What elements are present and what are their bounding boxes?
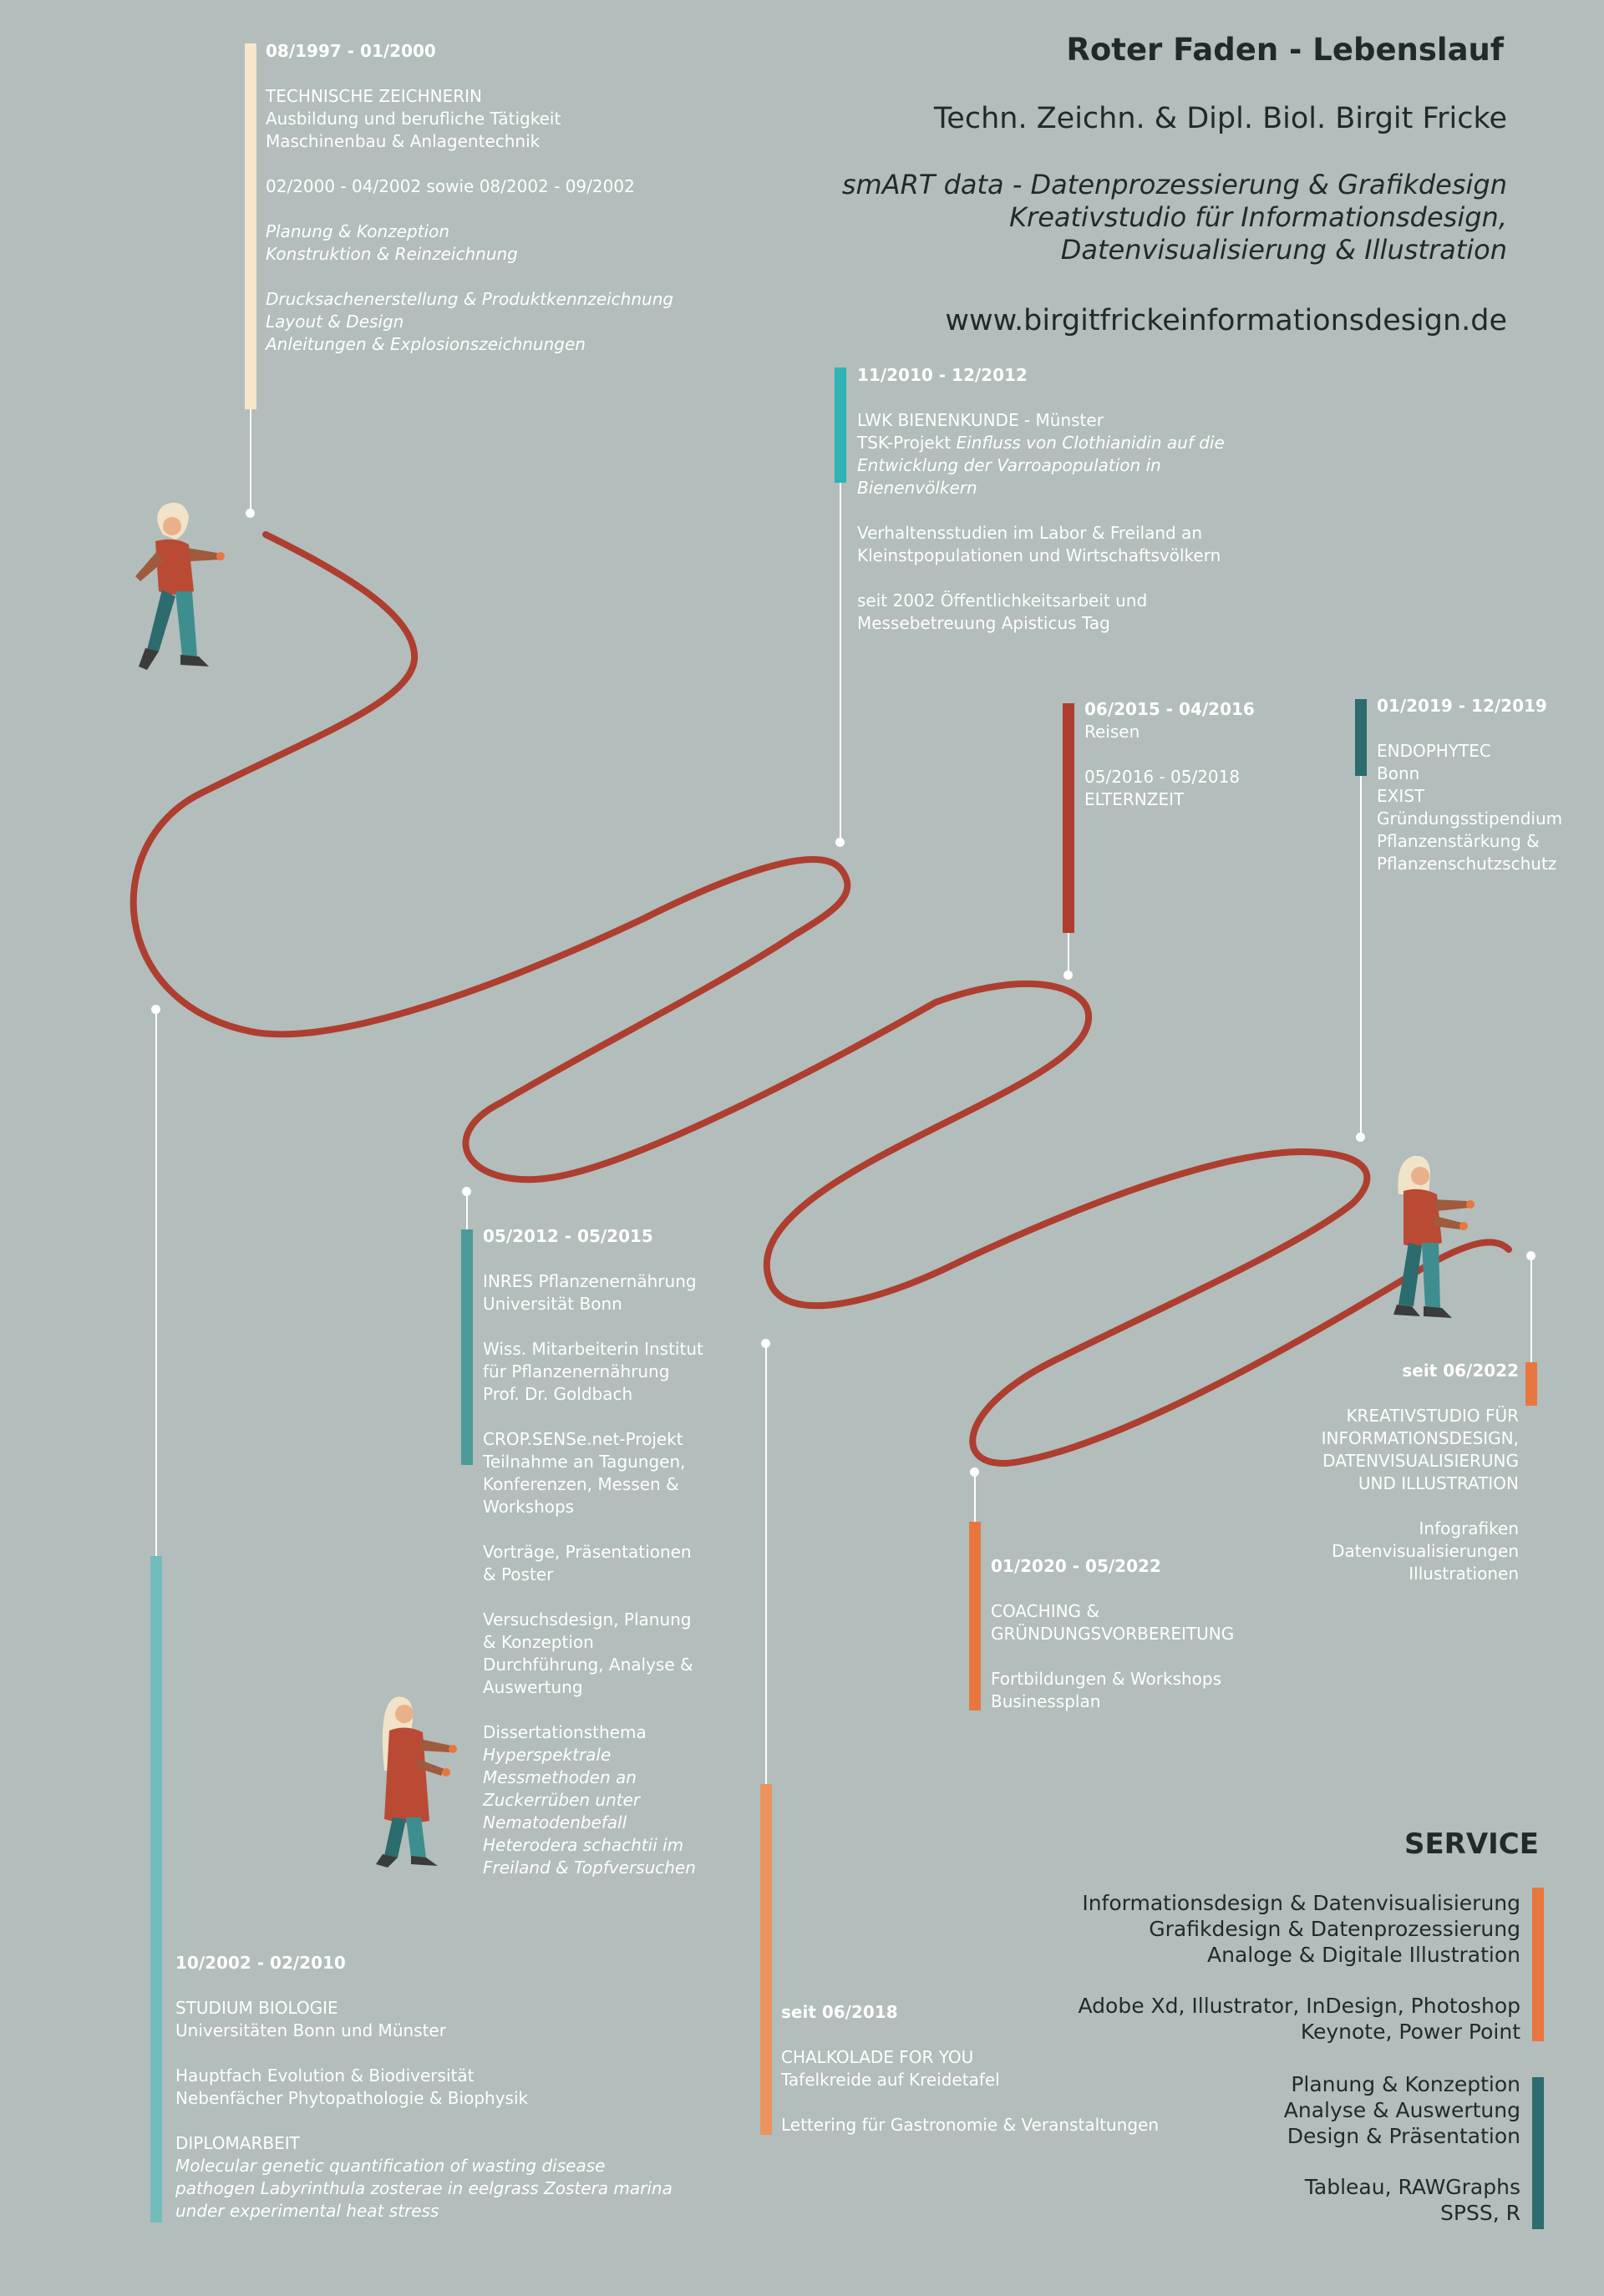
text-line: Analoge & Digitale Illustration [1207, 1943, 1520, 1967]
text-line: Ausbildung und berufliche Tätigkeit [266, 109, 561, 129]
text-line [857, 432, 1225, 454]
text-line: Adobe Xd, Illustrator, InDesign, Photoshop [1078, 1994, 1520, 2018]
text-line: STUDIUM BIOLOGIE [175, 1998, 338, 2018]
leader-coaching [974, 1472, 976, 1522]
text-line: Messmethoden an [483, 1767, 637, 1787]
spacer [175, 2042, 673, 2065]
date-label: 06/2015 - 04/2016 [1084, 699, 1255, 719]
text-line: GRÜNDUNGSVORBEREITUNG [991, 1624, 1235, 1644]
text-line: Auswertung [483, 1677, 583, 1697]
text-line: Messebetreuung Apisticus Tag [857, 613, 1110, 633]
spacer [483, 1518, 703, 1541]
spacer [781, 2091, 1159, 2114]
bar-coaching [969, 1522, 981, 1711]
spacer [857, 567, 1225, 590]
spacer [266, 198, 673, 220]
bar-inres [461, 1229, 473, 1465]
text-line: Planung & Konzeption [1291, 2072, 1520, 2096]
text-line: DATENVISUALISIERUNG [1322, 1451, 1519, 1471]
cv-website[interactable]: www.birgitfrickeinformationsdesign.de [945, 304, 1507, 337]
spacer [1377, 717, 1562, 740]
spacer [483, 1315, 703, 1338]
person-walking-3 [359, 1679, 476, 1871]
text-line: LWK BIENENKUNDE - Münster [857, 410, 1104, 430]
cv-name: Techn. Zeichn. & Dipl. Biol. Birgit Fricke [933, 102, 1507, 135]
text-line: & Poster [483, 1564, 554, 1584]
text-line: ELTERNZEIT [1084, 789, 1185, 809]
spacer [857, 387, 1225, 409]
spacer [483, 1406, 703, 1428]
spacer [175, 2110, 673, 2132]
text-line: CHALKOLADE FOR YOU [781, 2047, 974, 2067]
spacer [483, 1699, 703, 1721]
text-line: Teilnahme an Tagungen, [483, 1452, 686, 1472]
date-label: 10/2002 - 02/2010 [175, 1953, 346, 1973]
text-line: Layout & Design [266, 312, 404, 332]
spacer [483, 1248, 703, 1270]
date-label: 05/2012 - 05/2015 [483, 1226, 653, 1246]
text-line: TECHNISCHE ZEICHNERIN [266, 86, 483, 106]
text-line: Konstruktion & Reinzeichnung [266, 244, 518, 264]
text-line: UND ILLUSTRATION [1358, 1473, 1519, 1493]
text-line: CROP.SENSe.net-Projekt [483, 1429, 683, 1449]
bar-kreativstudio [1525, 1362, 1537, 1406]
text-line: Lettering für Gastronomie & Veranstaltungen [781, 2115, 1160, 2135]
text-line: für Pflanzenernährung [483, 1361, 670, 1381]
leader-lwk [840, 483, 841, 842]
leader-inres [466, 1191, 468, 1229]
text-line: & Konzeption [483, 1632, 594, 1652]
text-line: Maschinenbau & Anlagentechnik [266, 131, 541, 151]
text-line: Zuckerrüben unter [483, 1790, 641, 1810]
station-technische [266, 40, 673, 356]
text-line: KREATIVSTUDIO FÜR [1346, 1406, 1519, 1426]
text-line: Versuchsdesign, Planung [483, 1609, 692, 1630]
service-group-2 [1284, 2071, 1520, 2226]
text-line: INRES Pflanzenernährung [483, 1271, 697, 1291]
text-line: Hyperspektrale [483, 1745, 612, 1765]
text-line: SPSS, R [1440, 2201, 1520, 2225]
red-thread [134, 535, 1509, 1463]
text-line: Planung & Konzeption [266, 221, 450, 241]
dot-reisen [1063, 971, 1073, 980]
spacer [266, 153, 673, 175]
text-line: Hauptfach Evolution & Biodiversität [175, 2065, 475, 2086]
text-line: 05/2016 - 05/2018 [1084, 767, 1241, 787]
text-line: DIPLOMARBEIT [175, 2133, 300, 2153]
tagline-line-1: smART data - Datenprozessierung & Grafikdesign [841, 169, 1507, 200]
spacer [1284, 2149, 1520, 2174]
spacer [483, 1586, 703, 1609]
date-label: 01/2019 - 12/2019 [1377, 696, 1547, 716]
bar-reisen [1063, 703, 1074, 933]
text-line: seit 2002 Öffentlichkeitsarbeit und [857, 590, 1148, 611]
text-line: Design & Präsentation [1287, 2124, 1520, 2148]
text-line: Grafikdesign & Datenprozessierung [1149, 1917, 1520, 1941]
station-lwk [857, 364, 1225, 635]
text-line: Heterodera schachtii im [483, 1835, 684, 1855]
bar-chalkolade [760, 1784, 772, 2135]
text-line: Verhaltensstudien im Labor & Freiland an [857, 523, 1202, 543]
date-label: 08/1997 - 01/2000 [266, 41, 436, 61]
spacer [991, 1578, 1234, 1600]
text-line: Workshops [483, 1497, 575, 1517]
cv-title: Roter Faden - Lebenslauf [1066, 32, 1504, 68]
person-walking-2 [1370, 1144, 1487, 1336]
text-line: Nematodenbefall [483, 1812, 627, 1832]
spacer [1322, 1495, 1519, 1518]
text-line: Kleinstpopulationen und Wirtschaftsvölkern [857, 545, 1221, 565]
text-line: Infografiken [1419, 1518, 1519, 1538]
text-line: Gründungsstipendium [1377, 808, 1563, 829]
text-line: Vorträge, Präsentationen [483, 1542, 692, 1562]
leader-chalkolade [765, 1343, 767, 1784]
leader-reisen [1068, 933, 1069, 975]
dot-endophytec [1356, 1133, 1365, 1142]
text-line: Freiland & Topfversuchen [483, 1858, 696, 1878]
station-studium [175, 1952, 673, 2223]
text-line: Universitäten Bonn und Münster [175, 2020, 446, 2040]
date-label: seit 06/2022 [1402, 1361, 1519, 1381]
text-line: Universität Bonn [483, 1294, 622, 1314]
text-line: Tableau, RAWGraphs [1304, 2175, 1520, 2199]
text-line: Businessplan [991, 1691, 1101, 1711]
date-label: 11/2010 - 12/2012 [857, 365, 1028, 385]
tagline-line-3: Datenvisualisierung & Illustration [1060, 234, 1507, 266]
date-label: 01/2020 - 05/2022 [991, 1556, 1161, 1576]
text-line: EXIST [1377, 786, 1425, 806]
text-line: Bonn [1377, 763, 1420, 783]
text-italic: Einfluss von Clothianidin auf die [956, 433, 1225, 453]
spacer [1079, 1968, 1521, 1993]
station-coaching [991, 1555, 1234, 1713]
leader-technische [250, 409, 251, 513]
text-line: Keynote, Power Point [1300, 2020, 1520, 2044]
text-line: 02/2000 - 04/2002 sowie 08/2002 - 09/2002 [266, 176, 635, 196]
text-line: Durchführung, Analyse & [483, 1655, 693, 1675]
dot-technische [246, 509, 255, 518]
service-bar-1 [1532, 1888, 1544, 2041]
text-line: Reisen [1084, 722, 1140, 742]
text-line: Informationsdesign & Datenvisualisierung [1082, 1891, 1520, 1915]
text-line: Wiss. Mitarbeiterin Institut [483, 1339, 703, 1359]
text-line: Pflanzenschutzschutz [1377, 854, 1557, 874]
spacer [857, 499, 1225, 522]
spacer [266, 63, 673, 85]
service-bar-2 [1532, 2077, 1544, 2229]
service-title: SERVICE [1404, 1827, 1539, 1861]
text-line: pathogen Labyrinthula zosterae in eelgrass Zostera marina [175, 2178, 673, 2198]
bar-lwk [835, 367, 846, 483]
leader-kreativstudio [1530, 1255, 1532, 1362]
text-line: Drucksachenerstellung & Produktkennzeichnung [266, 289, 674, 309]
text-line: Molecular genetic quantification of wasting disease [175, 2156, 606, 2176]
text-line: COACHING & [991, 1601, 1099, 1621]
dot-lwk [835, 838, 845, 847]
text-line: Dissertationsthema [483, 1722, 647, 1742]
station-inres [483, 1225, 703, 1879]
text-line: Fortbildungen & Workshops [991, 1669, 1222, 1689]
text-line: Konferenzen, Messen & [483, 1474, 679, 1494]
text-line: Tafelkreide auf Kreidetafel [781, 2070, 1000, 2090]
text-line: under experimental heat stress [175, 2201, 439, 2221]
text-line: Anleitungen & Explosionszeichnungen [266, 334, 586, 354]
text-line: Pflanzenstärkung & [1377, 831, 1540, 851]
text-line: Nebenfächer Phytopathologie & Biophysik [175, 2088, 529, 2108]
station-reisen [1084, 698, 1255, 811]
spacer [266, 266, 673, 288]
text-line: Illustrationen [1409, 1564, 1519, 1584]
station-kreativstudio [1322, 1360, 1519, 1585]
spacer [1084, 743, 1255, 766]
person-walking-1 [117, 493, 234, 685]
text-line: Datenvisualisierungen [1332, 1541, 1519, 1561]
text-line: Bienenvölkern [857, 478, 977, 498]
leader-studium [155, 1009, 157, 1556]
text-line: Entwicklung der Varroapopulation in [857, 455, 1161, 475]
leader-endophytec [1360, 776, 1362, 1137]
bar-studium [150, 1556, 162, 2223]
spacer [1322, 1382, 1519, 1405]
spacer [175, 1974, 673, 1997]
date-label: seit 06/2018 [781, 2002, 898, 2022]
tagline-line-2: Kreativstudio für Informationsdesign, [1009, 201, 1507, 233]
bar-technische [245, 43, 256, 409]
station-endophytec [1377, 695, 1562, 875]
text-line: ENDOPHYTEC [1377, 741, 1491, 761]
text-line: INFORMATIONSDESIGN, [1321, 1428, 1519, 1448]
text-line: Prof. Dr. Goldbach [483, 1384, 633, 1404]
text-line: Analyse & Auswertung [1283, 2098, 1520, 2122]
text-normal: TSK-Projekt [857, 433, 957, 453]
service-group-1 [1079, 1890, 1521, 2045]
spacer [991, 1645, 1234, 1668]
bar-endophytec [1355, 699, 1367, 776]
